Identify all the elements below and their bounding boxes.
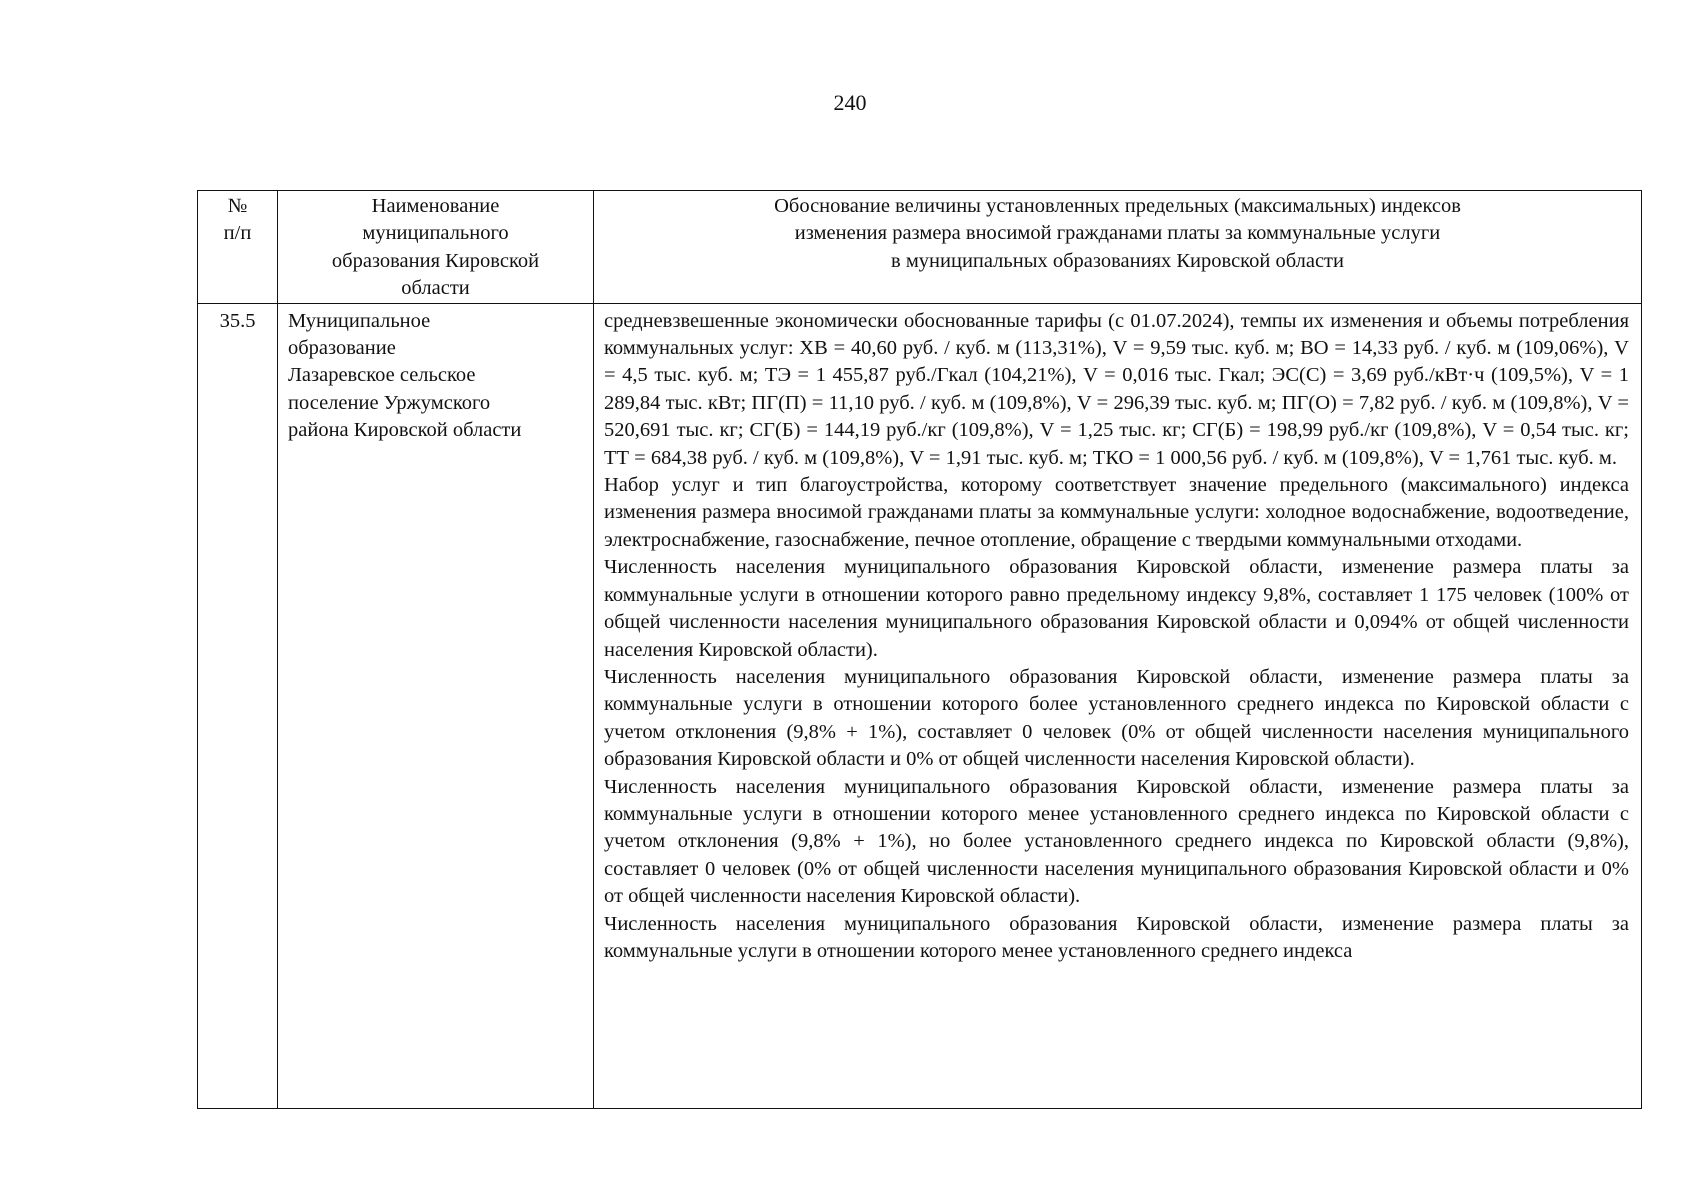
page-number: 240 bbox=[833, 90, 867, 115]
justification-population-above-paragraph: Численность населения муниципального образования Кировской области, изменение размера платы за коммунальные услуги в отношении которого более установленного среднего индекса по Кировской области с учетом отклонения (9,8% + 1%), составляет 0 человек (0% от общей численности населения муниципального образования Кировской области и 0% от общей численности населения Кировской области). bbox=[604, 665, 1629, 771]
header-number-line: № bbox=[227, 195, 248, 217]
justification-population-equal-paragraph: Численность населения муниципального образования Кировской области, изменение размера платы за коммунальные услуги в отношении которого равно предельному индексу 9,8%, составляет 1 175 человек (100% от общей численности населения муниципального образования Кировской области и 0,094% от общей численности населения Кировской области). bbox=[604, 556, 1629, 661]
header-municipality-name bbox=[278, 191, 594, 304]
row-justification bbox=[594, 303, 1642, 1108]
header-name-line: образования Кировской bbox=[331, 249, 540, 272]
header-justification bbox=[594, 191, 1642, 304]
row-name-line: поселение Уржумского bbox=[288, 391, 491, 414]
justification-tariffs-paragraph: средневзвешенные экономически обоснованные тарифы (с 01.07.2024), темпы их изменения и объемы потребления коммунальных услуг: ХВ = 40,60 руб. / куб. м (113,31%), V = 9,59 тыс. куб. м; ВО = 14,33 руб. / куб. м (109,06%), V = 4,5 тыс. куб. м; ТЭ = 1 455,87 руб./Гкал (104,21%), V = 0,016 тыс. Гкал; ЭС(С) = 3,69 руб./кВт·ч (109,5%), V = 1 289,84 тыс. кВт; ПГ(П) = 11,10 руб. / куб. м (109,8%), V = 296,39 тыс. куб. м; ПГ(О) = 7,82 руб. / куб. м (109,8%), V = 520,691 тыс. кг; СГ(Б) = 144,19 руб./кг (109,8%), V = 1,25 тыс. кг; СГ(Б) = 198,99 руб./кг (109,8%), V = 0,54 тыс. кг; ТТ = 684,38 руб. / куб. м (109,8%), V = 1,91 тыс. куб. м; ТКО = 1 000,56 руб. / куб. м (109,8%), V = 1,761 тыс. куб. м. bbox=[604, 309, 1630, 469]
header-justification-line: Обоснование величины установленных предельных (максимальных) индексов bbox=[774, 195, 1461, 217]
justification-services-paragraph: Набор услуг и тип благоустройства, которому соответствует значение предельного (максимального) индекса изменения размера вносимой гражданами платы за коммунальные услуги: холодное водоснабжение, водоотведение, электроснабжение, газоснабжение, печное отопление, обращение с твердыми коммунальными отходами. bbox=[604, 474, 1629, 551]
header-name-line: области bbox=[401, 277, 470, 300]
header-name-line: муниципального bbox=[362, 222, 509, 245]
table-header-row bbox=[198, 191, 1642, 304]
row-number: 35.5 bbox=[198, 303, 278, 1108]
justification-table bbox=[197, 190, 1642, 1109]
justification-population-below-paragraph: Численность населения муниципального образования Кировской области, изменение размера платы за коммунальные услуги в отношении которого менее установленного среднего индекса bbox=[604, 912, 1629, 962]
row-name-line: образование bbox=[288, 337, 396, 360]
row-name-line: Муниципальное bbox=[288, 309, 431, 332]
header-justification-line: в муниципальных образованиях Кировской области bbox=[891, 249, 1344, 272]
row-name-line: района Кировской области bbox=[288, 419, 522, 442]
header-name-line: Наименование bbox=[371, 195, 500, 217]
table-row bbox=[198, 303, 1642, 1108]
header-number bbox=[198, 191, 278, 304]
row-municipality-name bbox=[278, 303, 594, 1108]
justification-population-between-paragraph: Численность населения муниципального образования Кировской области, изменение размера платы за коммунальные услуги в отношении которого менее установленного среднего индекса по Кировской области с учетом отклонения (9,8% + 1%), но более установленного среднего индекса по Кировской области (9,8%), составляет 0 человек (0% от общей численности населения муниципального образования Кировской области и 0% от общей численности населения Кировской области). bbox=[604, 775, 1629, 908]
row-name-line: Лазаревское сельское bbox=[288, 364, 476, 387]
header-number-line: п/п bbox=[223, 222, 252, 245]
header-justification-line: изменения размера вносимой гражданами платы за коммунальные услуги bbox=[794, 222, 1441, 245]
